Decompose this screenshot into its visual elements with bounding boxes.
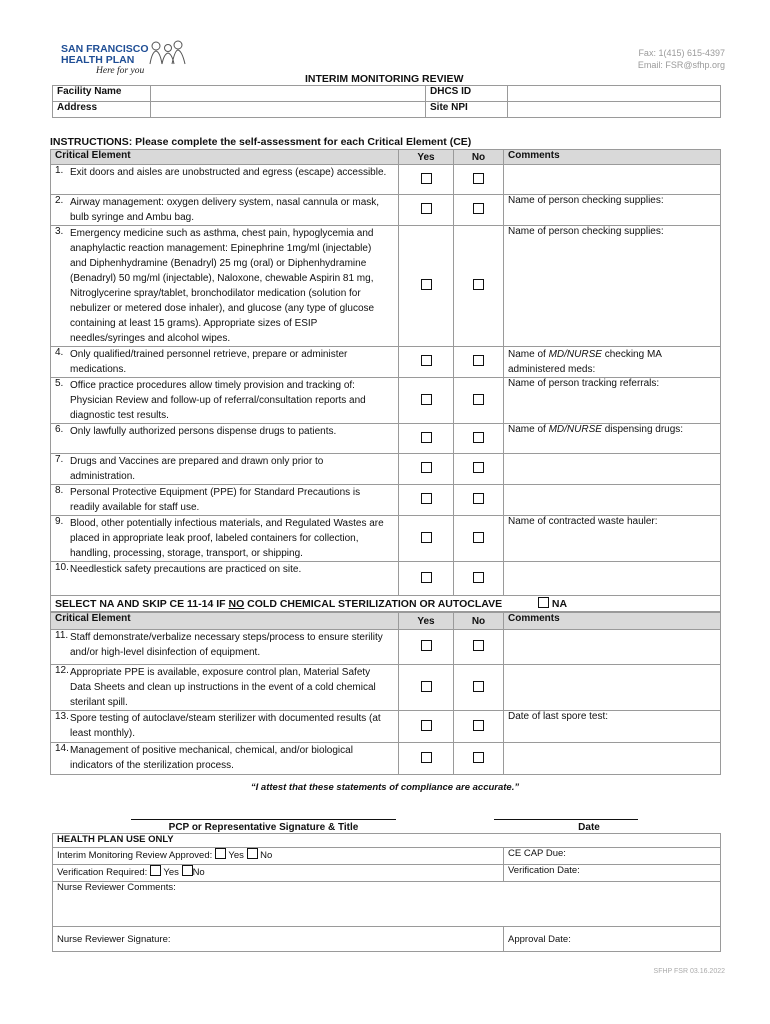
ce-text: Office practice procedures allow timely provision and tracking of: Physician Review and follow-up of referral/consultation reports and diagnostic test results. bbox=[70, 380, 366, 421]
address-label: Address bbox=[53, 102, 151, 118]
yes-checkbox[interactable] bbox=[421, 173, 432, 184]
facility-name-label: Facility Name bbox=[53, 86, 151, 102]
table-row bbox=[51, 665, 721, 711]
comment-cell[interactable]: Name of contracted waste hauler: bbox=[504, 516, 721, 562]
comment-cell[interactable] bbox=[504, 743, 721, 775]
comment-cell[interactable] bbox=[504, 424, 721, 454]
verification-yes-checkbox[interactable] bbox=[150, 865, 161, 876]
no-checkbox[interactable] bbox=[473, 720, 484, 731]
ce-text: Only lawfully authorized persons dispense drugs to patients. bbox=[70, 426, 337, 437]
yes-checkbox[interactable] bbox=[421, 355, 432, 366]
health-plan-title: HEALTH PLAN USE ONLY bbox=[53, 834, 721, 848]
table-header bbox=[51, 613, 721, 630]
table-row bbox=[51, 485, 721, 516]
yes-checkbox[interactable] bbox=[421, 640, 432, 651]
footer-code: SFHP FSR 03.16.2022 bbox=[653, 968, 725, 975]
table-row bbox=[51, 378, 721, 424]
no-checkbox[interactable] bbox=[473, 681, 484, 692]
site-npi-field[interactable] bbox=[508, 102, 721, 118]
row-number: 9. bbox=[55, 516, 64, 527]
no-checkbox[interactable] bbox=[473, 752, 484, 763]
health-plan-table bbox=[52, 833, 721, 952]
ce-text: Drugs and Vaccines are prepared and drawn only prior to administration. bbox=[70, 456, 324, 482]
ce-cap-due[interactable]: CE CAP Due: bbox=[504, 848, 721, 865]
instructions: INSTRUCTIONS: Please complete the self-assessment for each Critical Element (CE) bbox=[50, 136, 472, 148]
logo-line2: HEALTH PLAN bbox=[61, 54, 135, 66]
comment-cell[interactable] bbox=[504, 665, 721, 711]
row-number: 13. bbox=[55, 711, 69, 722]
ce-text: Exit doors and aisles are unobstructed and egress (escape) accessible. bbox=[70, 167, 387, 178]
table-row bbox=[51, 165, 721, 195]
table-row bbox=[51, 454, 721, 485]
row-number: 11. bbox=[55, 630, 69, 641]
yes-checkbox[interactable] bbox=[421, 432, 432, 443]
col-no: No bbox=[454, 150, 504, 165]
comment-cell[interactable] bbox=[504, 347, 721, 378]
na-checkbox[interactable] bbox=[538, 597, 549, 608]
yes-checkbox[interactable] bbox=[421, 279, 432, 290]
select-na-pre: SELECT NA AND SKIP CE 11-14 IF bbox=[55, 598, 229, 610]
page-title: INTERIM MONITORING REVIEW bbox=[305, 73, 464, 85]
fax-text: Fax: 1(415) 615-4397 bbox=[638, 48, 725, 58]
yes-checkbox[interactable] bbox=[421, 462, 432, 473]
no-checkbox[interactable] bbox=[473, 279, 484, 290]
yes-checkbox[interactable] bbox=[421, 394, 432, 405]
verification-no-checkbox[interactable] bbox=[182, 865, 193, 876]
yes-checkbox[interactable] bbox=[421, 681, 432, 692]
logo-tagline: Here for you bbox=[96, 66, 145, 76]
verification-yes-label: Yes bbox=[163, 867, 179, 878]
nurse-comments[interactable]: Nurse Reviewer Comments: bbox=[53, 882, 721, 927]
verification-date[interactable]: Verification Date: bbox=[504, 865, 721, 882]
comment-cell[interactable] bbox=[504, 562, 721, 596]
table-row bbox=[51, 195, 721, 226]
no-checkbox[interactable] bbox=[473, 493, 484, 504]
select-na-banner bbox=[50, 595, 721, 612]
table-header bbox=[51, 150, 721, 165]
no-checkbox[interactable] bbox=[473, 394, 484, 405]
row-number: 1. bbox=[55, 165, 64, 176]
table-row bbox=[51, 424, 721, 454]
approved-yes-checkbox[interactable] bbox=[215, 848, 226, 859]
col-critical-element: Critical Element bbox=[51, 613, 399, 630]
logo bbox=[61, 44, 149, 66]
table-row bbox=[51, 711, 721, 743]
yes-checkbox[interactable] bbox=[421, 720, 432, 731]
row-number: 10. bbox=[55, 562, 69, 573]
comment-em: MD/NURSE bbox=[548, 349, 602, 360]
no-checkbox[interactable] bbox=[473, 173, 484, 184]
approved-no-checkbox[interactable] bbox=[247, 848, 258, 859]
comment-cell[interactable] bbox=[504, 485, 721, 516]
ce-table-2 bbox=[50, 612, 721, 775]
ce-text: Blood, other potentially infectious materials, and Regulated Wastes are placed in appropriate leak proof, labeled containers for collection, handling, processing, storage, transport, or shipping. bbox=[70, 518, 384, 559]
table-row bbox=[51, 743, 721, 775]
row-number: 3. bbox=[55, 226, 64, 237]
ce-text: Needlestick safety precautions are practiced on site. bbox=[70, 564, 302, 575]
comment-cell[interactable]: Name of person checking supplies: bbox=[504, 226, 721, 347]
row-number: 7. bbox=[55, 454, 64, 465]
no-checkbox[interactable] bbox=[473, 532, 484, 543]
logo-line1: SAN FRANCISCO bbox=[61, 43, 149, 55]
yes-checkbox[interactable] bbox=[421, 532, 432, 543]
facility-name-field[interactable] bbox=[151, 86, 426, 102]
row-number: 2. bbox=[55, 195, 64, 206]
no-checkbox[interactable] bbox=[473, 432, 484, 443]
no-checkbox[interactable] bbox=[473, 203, 484, 214]
comment-cell[interactable] bbox=[504, 454, 721, 485]
comment-em: MD/NURSE bbox=[548, 424, 602, 435]
col-critical-element: Critical Element bbox=[51, 150, 399, 165]
col-comments: Comments bbox=[504, 150, 721, 165]
verification-row bbox=[53, 865, 504, 882]
date-line[interactable] bbox=[494, 819, 638, 820]
comment-cell[interactable]: Date of last spore test: bbox=[504, 711, 721, 743]
no-checkbox[interactable] bbox=[473, 462, 484, 473]
row-number: 5. bbox=[55, 378, 64, 389]
ce-text: Staff demonstrate/verbalize necessary steps/process to ensure sterility and/or high-level disinfection of equipment. bbox=[70, 632, 383, 658]
comment-cell[interactable]: Name of person checking supplies: bbox=[504, 195, 721, 226]
yes-checkbox[interactable] bbox=[421, 493, 432, 504]
contact-info bbox=[638, 47, 725, 71]
dhcs-id-label: DHCS ID bbox=[426, 86, 508, 102]
table-row bbox=[51, 562, 721, 596]
site-npi-label: Site NPI bbox=[426, 102, 508, 118]
comment-cell[interactable]: Name of person tracking referrals: bbox=[504, 378, 721, 424]
col-yes: Yes bbox=[399, 613, 454, 630]
row-number: 12. bbox=[55, 665, 69, 676]
comment-post: checking MA administered meds: bbox=[508, 349, 662, 375]
pcp-signature-label: PCP or Representative Signature & Title bbox=[168, 822, 359, 833]
ce-text: Personal Protective Equipment (PPE) for Standard Precautions is readily available for staff use. bbox=[70, 487, 361, 513]
comment-cell[interactable] bbox=[504, 630, 721, 665]
date-label: Date bbox=[578, 822, 600, 833]
select-na-underlined: NO bbox=[228, 598, 245, 610]
approved-no-label: No bbox=[260, 850, 273, 861]
table-row bbox=[51, 516, 721, 562]
col-comments: Comments bbox=[504, 613, 721, 630]
comment-pre: Name of bbox=[508, 424, 549, 435]
yes-checkbox[interactable] bbox=[421, 203, 432, 214]
facility-table bbox=[52, 85, 721, 118]
ce-table-1 bbox=[50, 149, 721, 596]
na-label: NA bbox=[551, 598, 568, 610]
logo-figures-icon bbox=[147, 40, 187, 66]
review-approved-row bbox=[53, 848, 504, 865]
na-option[interactable] bbox=[538, 596, 567, 612]
no-checkbox[interactable] bbox=[473, 640, 484, 651]
col-yes: Yes bbox=[399, 150, 454, 165]
table-row bbox=[51, 347, 721, 378]
comment-pre: Name of bbox=[508, 349, 549, 360]
attestation: “I attest that these statements of compliance are accurate.” bbox=[250, 782, 520, 793]
select-na-post: COLD CHEMICAL STERILIZATION OR AUTOCLAVE bbox=[244, 598, 503, 610]
email-text: Email: FSR@sfhp.org bbox=[637, 60, 725, 70]
row-number: 8. bbox=[55, 485, 64, 496]
ce-text: Only qualified/trained personnel retrieve, prepare or administer medications. bbox=[70, 349, 348, 375]
row-number: 4. bbox=[55, 347, 64, 358]
signature-line[interactable] bbox=[131, 819, 396, 820]
ce-text: Spore testing of autoclave/steam sterilizer with documented results (at least monthly). bbox=[70, 713, 381, 739]
table-row bbox=[51, 630, 721, 665]
ce-text: Emergency medicine such as asthma, chest pain, hypoglycemia and anaphylactic reaction management: Epinephrine 1mg/ml (injectable) and Diphenhydramine (Benadryl) 25 mg (oral) or Diphenhydramine (Benadryl) 50 mg/ml (injectable), Naloxone, chewable Aspirin 81 mg, Nitroglycerine spray/tablet, bronchodilator medication (solution for nebulizer or metered dose inhaler), and glucose (any type of glucose containing at least 15 grams). Appropriate sizes of ESIP needles/syringes and alcohol wipes. bbox=[70, 228, 375, 344]
comment-post: dispensing drugs: bbox=[601, 424, 684, 435]
no-checkbox[interactable] bbox=[473, 355, 484, 366]
row-number: 14. bbox=[55, 743, 69, 754]
ce-text: Management of positive mechanical, chemical, and/or biological indicators of the sterilization process. bbox=[70, 745, 353, 771]
address-field[interactable] bbox=[151, 102, 426, 118]
dhcs-id-field[interactable] bbox=[508, 86, 721, 102]
verification-no-label: No bbox=[192, 867, 205, 878]
row-number: 6. bbox=[55, 424, 64, 435]
no-checkbox[interactable] bbox=[473, 572, 484, 583]
approval-date[interactable]: Approval Date: bbox=[504, 927, 721, 952]
yes-checkbox[interactable] bbox=[421, 572, 432, 583]
nurse-signature[interactable]: Nurse Reviewer Signature: bbox=[53, 927, 504, 952]
ce-text: Appropriate PPE is available, exposure control plan, Material Safety Data Sheets and clean up instructions in the event of a cold chemical sterilant spill. bbox=[70, 667, 376, 708]
review-approved-label: Interim Monitoring Review Approved: bbox=[57, 850, 213, 861]
yes-checkbox[interactable] bbox=[421, 752, 432, 763]
table-row bbox=[51, 226, 721, 347]
col-no: No bbox=[454, 613, 504, 630]
ce-text: Airway management: oxygen delivery system, nasal cannula or mask, bulb syringe and Ambu bag. bbox=[70, 197, 380, 223]
approved-yes-label: Yes bbox=[228, 850, 244, 861]
comment-cell[interactable] bbox=[504, 165, 721, 195]
verification-label: Verification Required: bbox=[57, 867, 148, 878]
